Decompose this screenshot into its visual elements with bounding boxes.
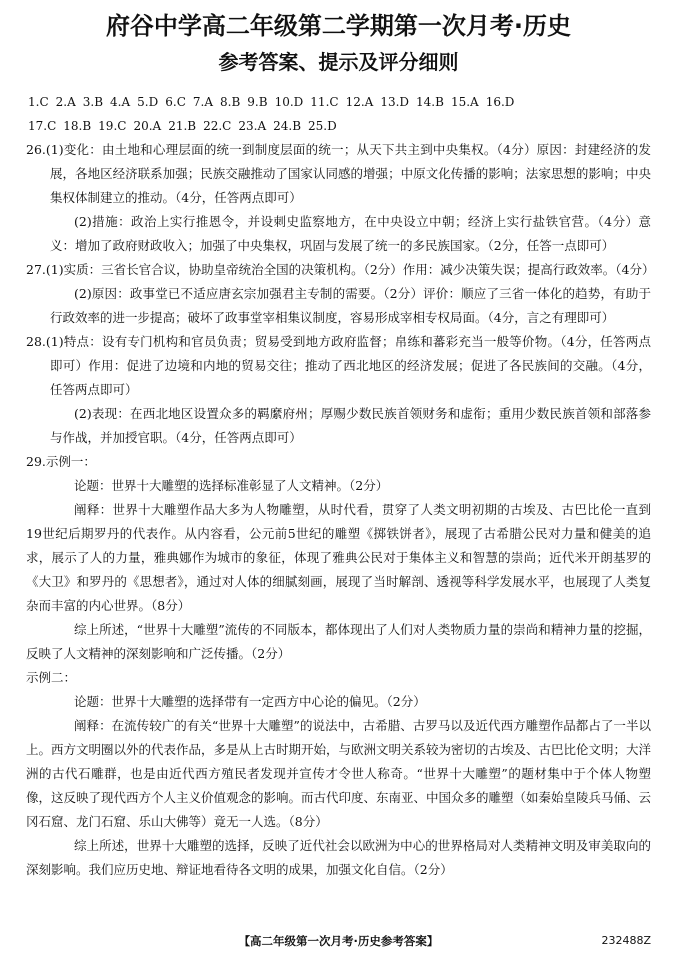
- mc-answer: 16.D: [485, 95, 515, 109]
- mc-answer: 10.D: [274, 95, 304, 109]
- mc-answer: 21.B: [168, 119, 197, 133]
- q27-part2: (2)原因：政事堂已不适应唐玄宗加强君主专制的需要。（2分）评价：顺应了三省一体化的趋势，有助于行政效率的进一步提高；破坏了政事堂宰相集议制度，容易形成宰相专权局面。（4分，言之有理即可）: [50, 286, 651, 325]
- q29-example2-conclusion: 综上所述，世界十大雕塑的选择，反映了近代社会以欧洲为中心的世界格局对人类精神文明及审美取向的深刻影响。我们应历史地、辩证地看待各文明的成果，加强文化自信。（2分）: [26, 838, 651, 877]
- page-footer-label: 【高二年级第一次月考·历史参考答案】: [238, 934, 439, 948]
- mc-answer: 12.A: [345, 95, 374, 109]
- mc-answer: 8.B: [220, 95, 241, 109]
- mc-answer: 13.D: [380, 95, 410, 109]
- mc-answer: 17.C: [28, 119, 57, 133]
- mc-answers-row-2: [28, 114, 651, 138]
- q26-part1: 26.(1)变化：由土地和心理层面的统一到制度层面的统一；从天下共主到中央集权。（4分）原因：封建经济的发展，各地区经济联系加强；民族交融推动了国家认同感的增强；中原文化传播的影响；法家思想的影响；中央集权体制建立的推动。（4分，任答两点即可）: [26, 142, 651, 205]
- mc-answer: 23.A: [238, 119, 267, 133]
- q26-part2: (2)措施：政治上实行推恩令，并设刺史监察地方，在中央设立中朝；经济上实行盐铁官营。（4分）意义：增加了政府财政收入；加强了中央集权，巩固与发展了统一的多民族国家。（2分，任答一点即可）: [50, 214, 651, 253]
- q29-intro: 29.示例一：: [26, 454, 96, 469]
- mc-answer: 9.B: [247, 95, 268, 109]
- mc-answer: 11.C: [310, 95, 339, 109]
- mc-answer: 15.A: [450, 95, 479, 109]
- page-subtitle: 参考答案、提示及评分细则: [218, 50, 459, 74]
- mc-answer: 3.B: [82, 95, 104, 109]
- mc-answers-row-1: [28, 90, 651, 114]
- mc-answer: 6.C: [165, 95, 186, 109]
- mc-answer: 5.D: [137, 95, 159, 109]
- mc-answer: 19.C: [98, 119, 127, 133]
- mc-answer: 18.B: [63, 119, 92, 133]
- q28-part1: 28.(1)特点：设有专门机构和官员负责；贸易受到地方政府监督；帛练和蕃彩充当一般等价物。（4分，任答两点即可）作用：促进了边境和内地的贸易交往；推动了西北地区的经济发展；促进了各民族间的交融。（4分，任答两点即可）: [26, 334, 651, 397]
- mc-answer: 25.D: [308, 119, 337, 133]
- mc-answer: 20.A: [133, 119, 162, 133]
- mc-answer: 22.C: [203, 119, 232, 133]
- mc-answer: 1.C: [28, 95, 49, 109]
- q28-part2: (2)表现：在西北地区设置众多的羁縻府州；厚赐少数民族首领财务和虚衔；重用少数民族首领和部落参与作战，并加授官职。（4分，任答两点即可）: [50, 406, 651, 445]
- q27-part1: 27.(1)实质：三省长官合议，协助皇帝统治全国的决策机构。（2分）作用：减少决策失误；提高行政效率。（4分）: [26, 262, 655, 277]
- mc-answer: 2.A: [55, 95, 76, 109]
- q29-example1-thesis: 论题：世界十大雕塑的选择标准彰显了人文精神。（2分）: [74, 478, 389, 493]
- document-code: 232488Z: [601, 934, 651, 947]
- q29-example2-intro: 示例二：: [26, 670, 77, 685]
- page-title: 府谷中学高二年级第二学期第一次月考·历史: [105, 12, 572, 40]
- mc-answer: 24.B: [273, 119, 302, 133]
- mc-answer: 14.B: [416, 95, 444, 109]
- mc-answer: 4.A: [110, 95, 131, 109]
- q29-example1-body: 阐释：世界十大雕塑作品大多为人物雕塑，从时代看，贯穿了人类文明初期的古埃及、古巴比伦一直到19世纪后期罗丹的代表作。从内容看，公元前5世纪的雕塑《掷铁饼者》，展现了古希腊公民对力量和健美的追求，展示了人的力量，雅典娜作为城市的象征，体现了雅典公民对于集体主义和智慧的崇尚；近代米开朗基罗的《大卫》和罗丹的《思想者》，通过对人体的细腻刻画，展现了当时解剖、透视等科学发展水平，也展现了人类复杂而丰富的内心世界。（8分）: [26, 502, 651, 613]
- q29-example2-thesis: 论题：世界十大雕塑的选择带有一定西方中心论的偏见。（2分）: [74, 694, 426, 709]
- q29-example2-body: 阐释：在流传较广的有关“世界十大雕塑”的说法中，古希腊、古罗马以及近代西方雕塑作品都占了一半以上。西方文明圈以外的代表作品，多是从上古时期开始，与欧洲文明关系较为密切的古埃及、古巴比伦文明；大洋洲的古代石雕群，也是由近代西方殖民者发现并宣传才令世人称奇。“世界十大雕塑”的题材集中于个体人物塑像，这反映了现代西方个人主义价值观念的影响。而古代印度、东南亚、中国众多的雕塑（如秦始皇陵兵马俑、云冈石窟、龙门石窟、乐山大佛等）竟无一人选。（8分）: [26, 718, 652, 829]
- mc-answer: 7.A: [192, 95, 214, 109]
- q29-example1-conclusion: 综上所述，“世界十大雕塑”流传的不同版本，都体现出了人们对人类物质力量的崇尚和精神力量的挖掘，反映了人文精神的深刻影响和广泛传播。（2分）: [26, 622, 651, 661]
